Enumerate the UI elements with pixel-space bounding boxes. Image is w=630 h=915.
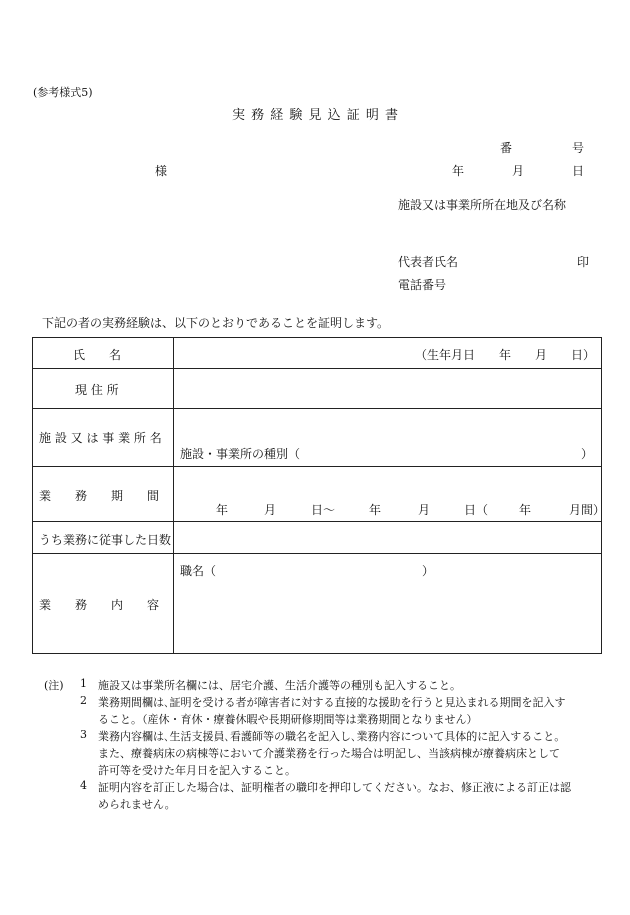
birth-date-field: （生年月日 年 月 日） [414,348,595,362]
content-label-cell [33,554,174,654]
period-label: 業 務 期 間 [39,489,160,503]
table-row-content [33,554,602,654]
period-start-day: 日〜 [311,503,336,517]
days-label-cell [33,522,174,554]
name-label: 氏 名 [73,348,122,362]
note-2-line-1: 業務期間欄は､証明を受ける者が障害者に対する直接的な援助を行うと見込まれる期間を記入す [98,696,566,709]
date-month: 月 [512,164,525,178]
days-label: うち業務に従事した日数 [39,533,172,547]
note-number: 2 [80,694,87,707]
addressee-suffix: 様 [155,164,168,178]
phone-label: 電話番号 [398,278,447,292]
page-title: 実 務 経 験 見 込 証 明 書 [232,108,400,123]
number-suffix: 号 [572,141,585,155]
representative-label: 代表者氏名 [398,255,459,269]
name-label-cell [33,338,174,369]
notes-heading: (注) [44,679,64,692]
table-row-days [33,522,602,554]
note-number: 3 [80,728,87,741]
note-4-line-2: められません。 [98,798,176,811]
note-number: 4 [80,779,87,792]
address-label-cell [33,369,174,409]
facility-type-close: ） [580,447,593,461]
days-value-cell[interactable] [174,522,602,554]
facility-label: 施 設 又 は 事 業 所 名 [39,431,162,445]
period-total-year: 年 [519,503,532,517]
number-label: 番 [500,141,513,155]
content-value-cell[interactable] [174,554,602,654]
facility-address-label: 施設又は事業所所在地及び名称 [398,198,567,212]
period-start-month: 月 [264,503,277,517]
date-year: 年 [452,164,465,178]
note-number: 1 [80,677,87,690]
certificate-table [32,337,606,654]
note-1-line-1: 施設又は事業所名欄には、居宅介護、生活介護等の種別も記入すること。 [98,679,461,692]
note-3-line-1: 業務内容欄は､生活支援員､看護師等の職名を記入し､業務内容について具体的に記入すること。 [98,730,566,743]
job-title-close: ） [422,564,435,578]
job-title-field: 職名（ [180,564,217,578]
period-end-month: 月 [418,503,431,517]
content-label: 業 務 内 容 [39,598,160,612]
period-label-cell [33,467,174,522]
note-3-line-3: 許可等を受けた年月日を記入すること。 [98,764,296,777]
note-3-line-2: また、療養病床の病棟等において介護業務を行った場合は明記し、当該病棟が療養病床として [98,747,560,760]
table-row-name [33,338,602,369]
period-total-month: 月間） [569,503,606,517]
table-row-facility [33,409,602,467]
intro-statement: 下記の者の実務経験は、以下のとおりであることを証明します。 [42,316,390,330]
facility-label-cell [33,409,174,467]
period-value-cell[interactable] [174,467,606,522]
facility-value-cell[interactable] [174,409,602,467]
date-day: 日 [572,164,585,178]
address-value-cell[interactable] [174,369,602,409]
period-end-day: 日（ [464,503,489,517]
address-label: 現 住 所 [75,383,119,397]
period-start-year: 年 [216,503,229,517]
form-reference: (参考様式5) [33,86,93,99]
note-2-line-2: ること。（産休・育休・療養休暇や長期研修期間等は業務期間となりません） [98,713,478,726]
seal-mark: 印 [577,255,590,269]
note-4-line-1: 証明内容を訂正した場合は、証明権者の職印を押印してください。なお、修正液による訂正は認 [98,781,571,794]
name-value-cell[interactable] [174,338,602,369]
period-end-year: 年 [369,503,382,517]
facility-type-field: 施設・事業所の種別（ [180,447,301,461]
table-row-period [33,467,602,522]
table-row-address [33,369,602,409]
